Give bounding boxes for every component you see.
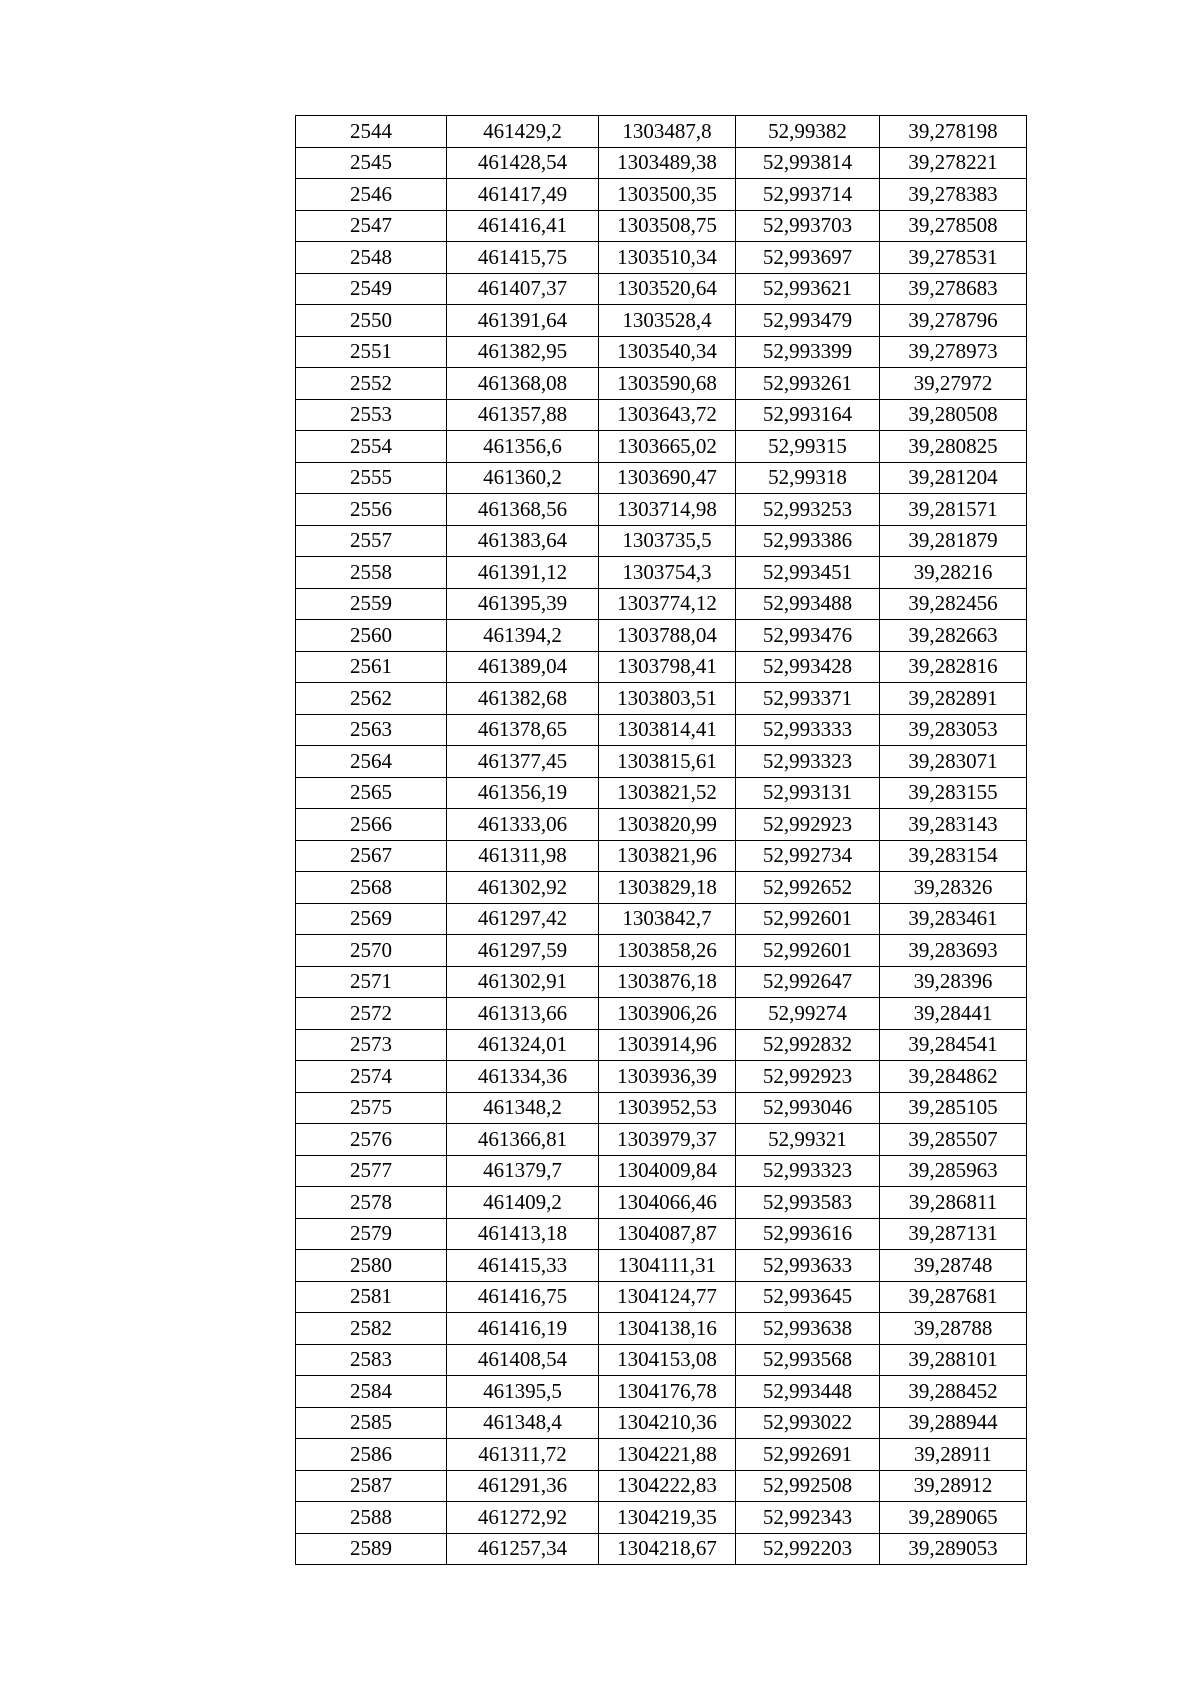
table-row bbox=[296, 588, 1027, 620]
y-coordinate-cell: 1303814,41 bbox=[599, 714, 736, 746]
table-row bbox=[296, 872, 1027, 904]
table-row bbox=[296, 1061, 1027, 1093]
x-coordinate-cell: 461291,36 bbox=[447, 1470, 599, 1502]
x-coordinate-cell: 461356,19 bbox=[447, 777, 599, 809]
x-coordinate-cell: 461409,2 bbox=[447, 1187, 599, 1219]
table-row bbox=[296, 147, 1027, 179]
y-coordinate-cell: 1304138,16 bbox=[599, 1313, 736, 1345]
table-row bbox=[296, 966, 1027, 998]
point-number-cell: 2553 bbox=[296, 399, 447, 431]
latitude-cell: 52,993333 bbox=[736, 714, 880, 746]
latitude-cell: 52,992508 bbox=[736, 1470, 880, 1502]
y-coordinate-cell: 1303821,52 bbox=[599, 777, 736, 809]
point-number-cell: 2552 bbox=[296, 368, 447, 400]
y-coordinate-cell: 1303774,12 bbox=[599, 588, 736, 620]
table-row bbox=[296, 777, 1027, 809]
latitude-cell: 52,99321 bbox=[736, 1124, 880, 1156]
latitude-cell: 52,993697 bbox=[736, 242, 880, 274]
latitude-cell: 52,993448 bbox=[736, 1376, 880, 1408]
longitude-cell: 39,278973 bbox=[880, 336, 1027, 368]
y-coordinate-cell: 1303842,7 bbox=[599, 903, 736, 935]
table-row bbox=[296, 431, 1027, 463]
longitude-cell: 39,285963 bbox=[880, 1155, 1027, 1187]
latitude-cell: 52,993046 bbox=[736, 1092, 880, 1124]
table-row bbox=[296, 336, 1027, 368]
point-number-cell: 2582 bbox=[296, 1313, 447, 1345]
longitude-cell: 39,280508 bbox=[880, 399, 1027, 431]
y-coordinate-cell: 1304087,87 bbox=[599, 1218, 736, 1250]
table-row bbox=[296, 683, 1027, 715]
latitude-cell: 52,993428 bbox=[736, 651, 880, 683]
longitude-cell: 39,284862 bbox=[880, 1061, 1027, 1093]
latitude-cell: 52,993253 bbox=[736, 494, 880, 526]
y-coordinate-cell: 1303714,98 bbox=[599, 494, 736, 526]
table-row bbox=[296, 525, 1027, 557]
longitude-cell: 39,283155 bbox=[880, 777, 1027, 809]
y-coordinate-cell: 1304210,36 bbox=[599, 1407, 736, 1439]
point-number-cell: 2581 bbox=[296, 1281, 447, 1313]
latitude-cell: 52,992601 bbox=[736, 903, 880, 935]
y-coordinate-cell: 1303643,72 bbox=[599, 399, 736, 431]
table-row bbox=[296, 1092, 1027, 1124]
point-number-cell: 2567 bbox=[296, 840, 447, 872]
x-coordinate-cell: 461416,19 bbox=[447, 1313, 599, 1345]
point-number-cell: 2577 bbox=[296, 1155, 447, 1187]
point-number-cell: 2569 bbox=[296, 903, 447, 935]
latitude-cell: 52,993399 bbox=[736, 336, 880, 368]
point-number-cell: 2546 bbox=[296, 179, 447, 211]
latitude-cell: 52,992691 bbox=[736, 1439, 880, 1471]
latitude-cell: 52,993371 bbox=[736, 683, 880, 715]
x-coordinate-cell: 461377,45 bbox=[447, 746, 599, 778]
table-row bbox=[296, 620, 1027, 652]
table-row bbox=[296, 1029, 1027, 1061]
x-coordinate-cell: 461378,65 bbox=[447, 714, 599, 746]
x-coordinate-cell: 461368,56 bbox=[447, 494, 599, 526]
table-row bbox=[296, 399, 1027, 431]
table-row bbox=[296, 1250, 1027, 1282]
table-row bbox=[296, 809, 1027, 841]
point-number-cell: 2560 bbox=[296, 620, 447, 652]
y-coordinate-cell: 1303508,75 bbox=[599, 210, 736, 242]
x-coordinate-cell: 461297,42 bbox=[447, 903, 599, 935]
point-number-cell: 2565 bbox=[296, 777, 447, 809]
x-coordinate-cell: 461379,7 bbox=[447, 1155, 599, 1187]
table-row bbox=[296, 1313, 1027, 1345]
x-coordinate-cell: 461389,04 bbox=[447, 651, 599, 683]
table-row bbox=[296, 210, 1027, 242]
longitude-cell: 39,287681 bbox=[880, 1281, 1027, 1313]
latitude-cell: 52,993633 bbox=[736, 1250, 880, 1282]
longitude-cell: 39,278221 bbox=[880, 147, 1027, 179]
latitude-cell: 52,992734 bbox=[736, 840, 880, 872]
latitude-cell: 52,992923 bbox=[736, 1061, 880, 1093]
longitude-cell: 39,282891 bbox=[880, 683, 1027, 715]
x-coordinate-cell: 461348,4 bbox=[447, 1407, 599, 1439]
point-number-cell: 2556 bbox=[296, 494, 447, 526]
x-coordinate-cell: 461382,68 bbox=[447, 683, 599, 715]
longitude-cell: 39,28748 bbox=[880, 1250, 1027, 1282]
longitude-cell: 39,27972 bbox=[880, 368, 1027, 400]
point-number-cell: 2576 bbox=[296, 1124, 447, 1156]
x-coordinate-cell: 461366,81 bbox=[447, 1124, 599, 1156]
point-number-cell: 2550 bbox=[296, 305, 447, 337]
latitude-cell: 52,99274 bbox=[736, 998, 880, 1030]
x-coordinate-cell: 461391,64 bbox=[447, 305, 599, 337]
latitude-cell: 52,993714 bbox=[736, 179, 880, 211]
longitude-cell: 39,287131 bbox=[880, 1218, 1027, 1250]
latitude-cell: 52,992832 bbox=[736, 1029, 880, 1061]
y-coordinate-cell: 1303690,47 bbox=[599, 462, 736, 494]
y-coordinate-cell: 1303798,41 bbox=[599, 651, 736, 683]
point-number-cell: 2587 bbox=[296, 1470, 447, 1502]
x-coordinate-cell: 461415,33 bbox=[447, 1250, 599, 1282]
point-number-cell: 2572 bbox=[296, 998, 447, 1030]
x-coordinate-cell: 461408,54 bbox=[447, 1344, 599, 1376]
table-row bbox=[296, 1281, 1027, 1313]
table-row bbox=[296, 1533, 1027, 1565]
latitude-cell: 52,993568 bbox=[736, 1344, 880, 1376]
longitude-cell: 39,289053 bbox=[880, 1533, 1027, 1565]
longitude-cell: 39,28788 bbox=[880, 1313, 1027, 1345]
point-number-cell: 2580 bbox=[296, 1250, 447, 1282]
y-coordinate-cell: 1303936,39 bbox=[599, 1061, 736, 1093]
x-coordinate-cell: 461395,5 bbox=[447, 1376, 599, 1408]
point-number-cell: 2563 bbox=[296, 714, 447, 746]
longitude-cell: 39,288452 bbox=[880, 1376, 1027, 1408]
x-coordinate-cell: 461257,34 bbox=[447, 1533, 599, 1565]
x-coordinate-cell: 461428,54 bbox=[447, 147, 599, 179]
longitude-cell: 39,288944 bbox=[880, 1407, 1027, 1439]
point-number-cell: 2570 bbox=[296, 935, 447, 967]
y-coordinate-cell: 1303876,18 bbox=[599, 966, 736, 998]
y-coordinate-cell: 1303489,38 bbox=[599, 147, 736, 179]
latitude-cell: 52,993451 bbox=[736, 557, 880, 589]
table-row bbox=[296, 714, 1027, 746]
latitude-cell: 52,99315 bbox=[736, 431, 880, 463]
longitude-cell: 39,28216 bbox=[880, 557, 1027, 589]
point-number-cell: 2557 bbox=[296, 525, 447, 557]
x-coordinate-cell: 461407,37 bbox=[447, 273, 599, 305]
longitude-cell: 39,283071 bbox=[880, 746, 1027, 778]
x-coordinate-cell: 461415,75 bbox=[447, 242, 599, 274]
longitude-cell: 39,283053 bbox=[880, 714, 1027, 746]
y-coordinate-cell: 1304153,08 bbox=[599, 1344, 736, 1376]
longitude-cell: 39,28441 bbox=[880, 998, 1027, 1030]
point-number-cell: 2548 bbox=[296, 242, 447, 274]
y-coordinate-cell: 1303858,26 bbox=[599, 935, 736, 967]
y-coordinate-cell: 1303952,53 bbox=[599, 1092, 736, 1124]
table-row bbox=[296, 1439, 1027, 1471]
y-coordinate-cell: 1303803,51 bbox=[599, 683, 736, 715]
x-coordinate-cell: 461391,12 bbox=[447, 557, 599, 589]
latitude-cell: 52,993703 bbox=[736, 210, 880, 242]
table-row bbox=[296, 746, 1027, 778]
y-coordinate-cell: 1303520,64 bbox=[599, 273, 736, 305]
longitude-cell: 39,278796 bbox=[880, 305, 1027, 337]
x-coordinate-cell: 461360,2 bbox=[447, 462, 599, 494]
point-number-cell: 2568 bbox=[296, 872, 447, 904]
longitude-cell: 39,28912 bbox=[880, 1470, 1027, 1502]
table-row bbox=[296, 1502, 1027, 1534]
point-number-cell: 2585 bbox=[296, 1407, 447, 1439]
longitude-cell: 39,285507 bbox=[880, 1124, 1027, 1156]
longitude-cell: 39,283154 bbox=[880, 840, 1027, 872]
table-row bbox=[296, 903, 1027, 935]
latitude-cell: 52,993583 bbox=[736, 1187, 880, 1219]
longitude-cell: 39,286811 bbox=[880, 1187, 1027, 1219]
y-coordinate-cell: 1304222,83 bbox=[599, 1470, 736, 1502]
point-number-cell: 2545 bbox=[296, 147, 447, 179]
y-coordinate-cell: 1303500,35 bbox=[599, 179, 736, 211]
y-coordinate-cell: 1303487,8 bbox=[599, 116, 736, 148]
latitude-cell: 52,992647 bbox=[736, 966, 880, 998]
x-coordinate-cell: 461416,75 bbox=[447, 1281, 599, 1313]
longitude-cell: 39,281571 bbox=[880, 494, 1027, 526]
y-coordinate-cell: 1303754,3 bbox=[599, 557, 736, 589]
latitude-cell: 52,993645 bbox=[736, 1281, 880, 1313]
table-row bbox=[296, 179, 1027, 211]
y-coordinate-cell: 1303528,4 bbox=[599, 305, 736, 337]
y-coordinate-cell: 1304124,77 bbox=[599, 1281, 736, 1313]
latitude-cell: 52,993638 bbox=[736, 1313, 880, 1345]
y-coordinate-cell: 1303788,04 bbox=[599, 620, 736, 652]
y-coordinate-cell: 1303914,96 bbox=[599, 1029, 736, 1061]
longitude-cell: 39,278683 bbox=[880, 273, 1027, 305]
latitude-cell: 52,993323 bbox=[736, 746, 880, 778]
table-row bbox=[296, 494, 1027, 526]
longitude-cell: 39,289065 bbox=[880, 1502, 1027, 1534]
x-coordinate-cell: 461413,18 bbox=[447, 1218, 599, 1250]
y-coordinate-cell: 1303540,34 bbox=[599, 336, 736, 368]
point-number-cell: 2555 bbox=[296, 462, 447, 494]
longitude-cell: 39,278198 bbox=[880, 116, 1027, 148]
table-row bbox=[296, 368, 1027, 400]
point-number-cell: 2559 bbox=[296, 588, 447, 620]
y-coordinate-cell: 1303821,96 bbox=[599, 840, 736, 872]
point-number-cell: 2549 bbox=[296, 273, 447, 305]
x-coordinate-cell: 461417,49 bbox=[447, 179, 599, 211]
latitude-cell: 52,993476 bbox=[736, 620, 880, 652]
x-coordinate-cell: 461348,2 bbox=[447, 1092, 599, 1124]
longitude-cell: 39,28911 bbox=[880, 1439, 1027, 1471]
y-coordinate-cell: 1303590,68 bbox=[599, 368, 736, 400]
table-row bbox=[296, 242, 1027, 274]
longitude-cell: 39,284541 bbox=[880, 1029, 1027, 1061]
x-coordinate-cell: 461382,95 bbox=[447, 336, 599, 368]
point-number-cell: 2561 bbox=[296, 651, 447, 683]
longitude-cell: 39,285105 bbox=[880, 1092, 1027, 1124]
x-coordinate-cell: 461394,2 bbox=[447, 620, 599, 652]
x-coordinate-cell: 461416,41 bbox=[447, 210, 599, 242]
longitude-cell: 39,282663 bbox=[880, 620, 1027, 652]
latitude-cell: 52,993386 bbox=[736, 525, 880, 557]
x-coordinate-cell: 461333,06 bbox=[447, 809, 599, 841]
y-coordinate-cell: 1304111,31 bbox=[599, 1250, 736, 1282]
table-row bbox=[296, 1344, 1027, 1376]
latitude-cell: 52,993616 bbox=[736, 1218, 880, 1250]
y-coordinate-cell: 1304219,35 bbox=[599, 1502, 736, 1534]
point-number-cell: 2578 bbox=[296, 1187, 447, 1219]
table-row bbox=[296, 116, 1027, 148]
point-number-cell: 2584 bbox=[296, 1376, 447, 1408]
latitude-cell: 52,993323 bbox=[736, 1155, 880, 1187]
point-number-cell: 2575 bbox=[296, 1092, 447, 1124]
y-coordinate-cell: 1304218,67 bbox=[599, 1533, 736, 1565]
table-row bbox=[296, 1155, 1027, 1187]
latitude-cell: 52,992203 bbox=[736, 1533, 880, 1565]
y-coordinate-cell: 1303829,18 bbox=[599, 872, 736, 904]
point-number-cell: 2544 bbox=[296, 116, 447, 148]
y-coordinate-cell: 1304066,46 bbox=[599, 1187, 736, 1219]
x-coordinate-cell: 461368,08 bbox=[447, 368, 599, 400]
x-coordinate-cell: 461302,92 bbox=[447, 872, 599, 904]
latitude-cell: 52,993479 bbox=[736, 305, 880, 337]
point-number-cell: 2573 bbox=[296, 1029, 447, 1061]
y-coordinate-cell: 1303735,5 bbox=[599, 525, 736, 557]
table-row bbox=[296, 462, 1027, 494]
latitude-cell: 52,992601 bbox=[736, 935, 880, 967]
y-coordinate-cell: 1303820,99 bbox=[599, 809, 736, 841]
point-number-cell: 2589 bbox=[296, 1533, 447, 1565]
y-coordinate-cell: 1304176,78 bbox=[599, 1376, 736, 1408]
point-number-cell: 2566 bbox=[296, 809, 447, 841]
table-row bbox=[296, 305, 1027, 337]
latitude-cell: 52,992343 bbox=[736, 1502, 880, 1534]
latitude-cell: 52,993164 bbox=[736, 399, 880, 431]
x-coordinate-cell: 461334,36 bbox=[447, 1061, 599, 1093]
table-row bbox=[296, 1470, 1027, 1502]
longitude-cell: 39,288101 bbox=[880, 1344, 1027, 1376]
x-coordinate-cell: 461357,88 bbox=[447, 399, 599, 431]
point-number-cell: 2551 bbox=[296, 336, 447, 368]
longitude-cell: 39,278531 bbox=[880, 242, 1027, 274]
x-coordinate-cell: 461297,59 bbox=[447, 935, 599, 967]
table-row bbox=[296, 557, 1027, 589]
x-coordinate-cell: 461383,64 bbox=[447, 525, 599, 557]
table-row bbox=[296, 1187, 1027, 1219]
x-coordinate-cell: 461429,2 bbox=[447, 116, 599, 148]
point-number-cell: 2588 bbox=[296, 1502, 447, 1534]
longitude-cell: 39,283143 bbox=[880, 809, 1027, 841]
table-row bbox=[296, 651, 1027, 683]
latitude-cell: 52,99382 bbox=[736, 116, 880, 148]
x-coordinate-cell: 461313,66 bbox=[447, 998, 599, 1030]
x-coordinate-cell: 461311,72 bbox=[447, 1439, 599, 1471]
point-number-cell: 2571 bbox=[296, 966, 447, 998]
x-coordinate-cell: 461356,6 bbox=[447, 431, 599, 463]
x-coordinate-cell: 461395,39 bbox=[447, 588, 599, 620]
longitude-cell: 39,280825 bbox=[880, 431, 1027, 463]
y-coordinate-cell: 1304221,88 bbox=[599, 1439, 736, 1471]
y-coordinate-cell: 1303906,26 bbox=[599, 998, 736, 1030]
longitude-cell: 39,281204 bbox=[880, 462, 1027, 494]
coordinates-table-body bbox=[296, 116, 1027, 1565]
longitude-cell: 39,283461 bbox=[880, 903, 1027, 935]
table-row bbox=[296, 273, 1027, 305]
point-number-cell: 2564 bbox=[296, 746, 447, 778]
point-number-cell: 2586 bbox=[296, 1439, 447, 1471]
table-row bbox=[296, 998, 1027, 1030]
longitude-cell: 39,28326 bbox=[880, 872, 1027, 904]
table-row bbox=[296, 1218, 1027, 1250]
x-coordinate-cell: 461324,01 bbox=[447, 1029, 599, 1061]
x-coordinate-cell: 461272,92 bbox=[447, 1502, 599, 1534]
latitude-cell: 52,993022 bbox=[736, 1407, 880, 1439]
longitude-cell: 39,278508 bbox=[880, 210, 1027, 242]
point-number-cell: 2547 bbox=[296, 210, 447, 242]
y-coordinate-cell: 1303665,02 bbox=[599, 431, 736, 463]
table-row bbox=[296, 1124, 1027, 1156]
table-row bbox=[296, 840, 1027, 872]
latitude-cell: 52,993131 bbox=[736, 777, 880, 809]
longitude-cell: 39,278383 bbox=[880, 179, 1027, 211]
point-number-cell: 2574 bbox=[296, 1061, 447, 1093]
longitude-cell: 39,281879 bbox=[880, 525, 1027, 557]
table-row bbox=[296, 1407, 1027, 1439]
point-number-cell: 2579 bbox=[296, 1218, 447, 1250]
latitude-cell: 52,993621 bbox=[736, 273, 880, 305]
y-coordinate-cell: 1303979,37 bbox=[599, 1124, 736, 1156]
longitude-cell: 39,28396 bbox=[880, 966, 1027, 998]
y-coordinate-cell: 1303510,34 bbox=[599, 242, 736, 274]
latitude-cell: 52,99318 bbox=[736, 462, 880, 494]
x-coordinate-cell: 461311,98 bbox=[447, 840, 599, 872]
point-number-cell: 2562 bbox=[296, 683, 447, 715]
coordinates-table bbox=[295, 115, 1027, 1565]
longitude-cell: 39,282456 bbox=[880, 588, 1027, 620]
point-number-cell: 2558 bbox=[296, 557, 447, 589]
longitude-cell: 39,283693 bbox=[880, 935, 1027, 967]
latitude-cell: 52,992923 bbox=[736, 809, 880, 841]
x-coordinate-cell: 461302,91 bbox=[447, 966, 599, 998]
y-coordinate-cell: 1304009,84 bbox=[599, 1155, 736, 1187]
table-row bbox=[296, 935, 1027, 967]
latitude-cell: 52,993814 bbox=[736, 147, 880, 179]
point-number-cell: 2583 bbox=[296, 1344, 447, 1376]
latitude-cell: 52,992652 bbox=[736, 872, 880, 904]
latitude-cell: 52,993488 bbox=[736, 588, 880, 620]
point-number-cell: 2554 bbox=[296, 431, 447, 463]
y-coordinate-cell: 1303815,61 bbox=[599, 746, 736, 778]
longitude-cell: 39,282816 bbox=[880, 651, 1027, 683]
table-row bbox=[296, 1376, 1027, 1408]
latitude-cell: 52,993261 bbox=[736, 368, 880, 400]
